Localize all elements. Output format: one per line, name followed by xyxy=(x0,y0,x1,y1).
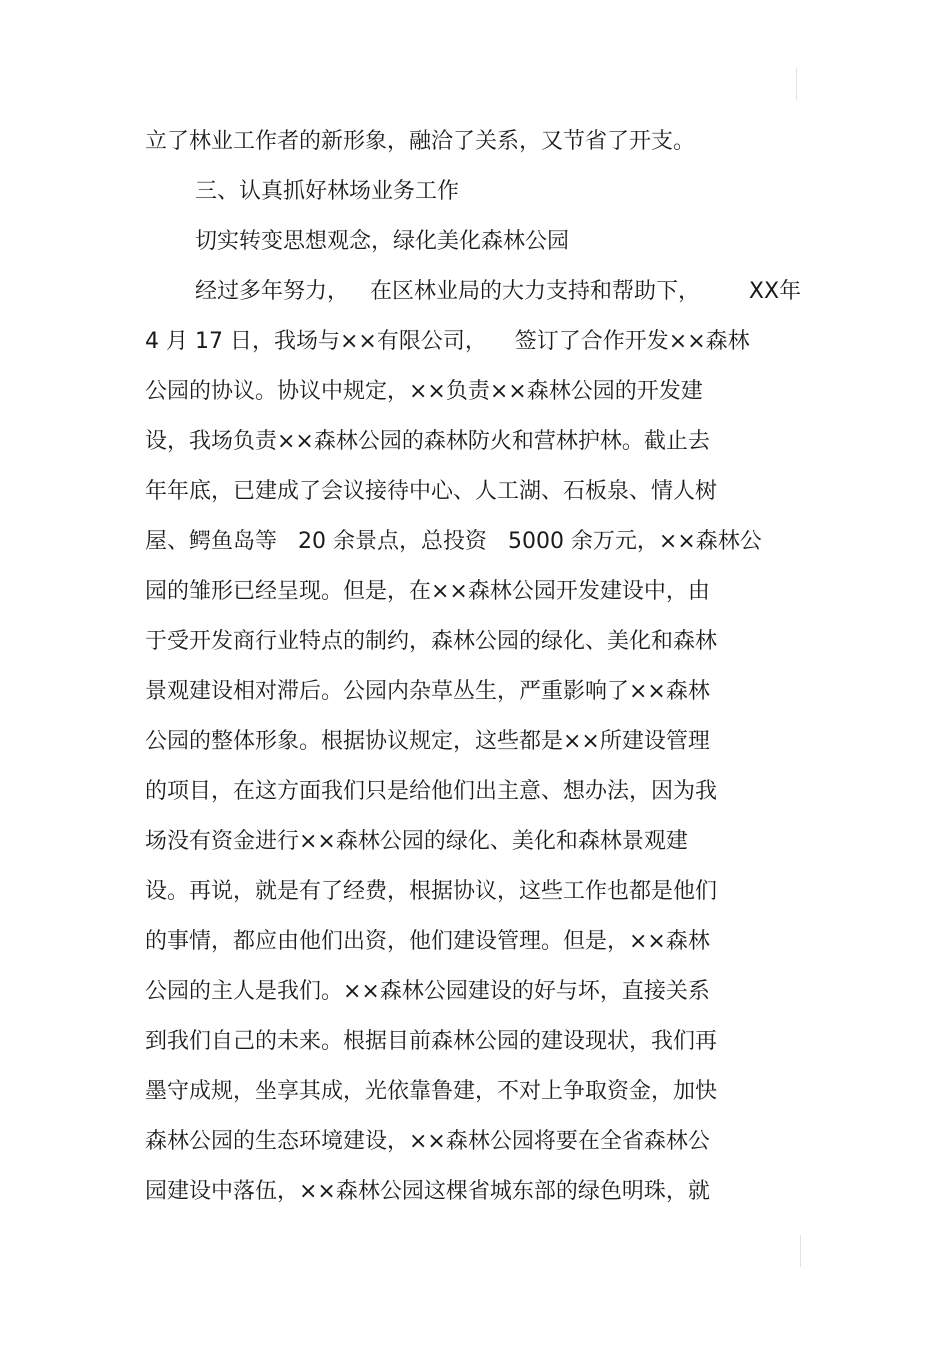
text-line: 于受开发商行业特点的制约，森林公园的绿化、美化和森林 xyxy=(145,629,718,654)
text-line: 年年底，已建成了会议接待中心、人工湖、石板泉、情人树 xyxy=(145,479,718,504)
text-line: 景观建设相对滞后。公园内杂草丛生，严重影响了××森林 xyxy=(145,679,710,704)
text-line: 的事情，都应由他们出资，他们建设管理。但是，××森林 xyxy=(145,929,710,954)
text-line: 4 月 17 日，我场与××有限公司， 签订了合作开发××森林 xyxy=(145,329,750,354)
text-line: 森林公园的生态环境建设，××森林公园将要在全省森林公 xyxy=(145,1129,710,1154)
text-line: 屋、鳄鱼岛等 20 余景点，总投资 5000 余万元，××森林公 xyxy=(145,529,762,554)
text-line: 公园的整体形象。根据协议规定，这些都是××所建设管理 xyxy=(145,729,710,754)
text-line: 园建设中落伍，××森林公园这棵省城东部的绿色明珠，就 xyxy=(145,1179,710,1204)
subsection-heading: 切实转变思想观念，绿化美化森林公园 xyxy=(195,229,570,254)
text-line: 场没有资金进行××森林公园的绿化、美化和森林景观建 xyxy=(145,829,688,854)
text-line: 公园的协议。协议中规定，××负责××森林公园的开发建 xyxy=(145,379,703,404)
page-edge-mark-bottom xyxy=(800,1235,801,1267)
text-line: 设。再说，就是有了经费，根据协议，这些工作也都是他们 xyxy=(145,879,718,904)
text-line: 公园的主人是我们。××森林公园建设的好与坏，直接关系 xyxy=(145,979,710,1004)
text-line: 的项目，在这方面我们只是给他们出主意、想办法，因为我 xyxy=(145,779,718,804)
text-line: 到我们自己的未来。根据目前森林公园的建设现状，我们再 xyxy=(145,1029,718,1054)
text-line: 设，我场负责××森林公园的森林防火和营林护林。截止去 xyxy=(145,429,710,454)
text-line: 墨守成规，坐享其成，光依靠鲁建，不对上争取资金，加快 xyxy=(145,1079,718,1104)
text-line: 经过多年努力， 在区林业局的大力支持和帮助下， XX年 xyxy=(195,279,802,304)
text-line: 立了林业工作者的新形象，融洽了关系，又节省了开支。 xyxy=(145,129,696,154)
section-heading: 三、认真抓好林场业务工作 xyxy=(195,179,460,204)
text-line: 园的雏形已经呈现。但是，在××森林公园开发建设中，由 xyxy=(145,579,710,604)
page-edge-mark-top xyxy=(796,68,797,100)
